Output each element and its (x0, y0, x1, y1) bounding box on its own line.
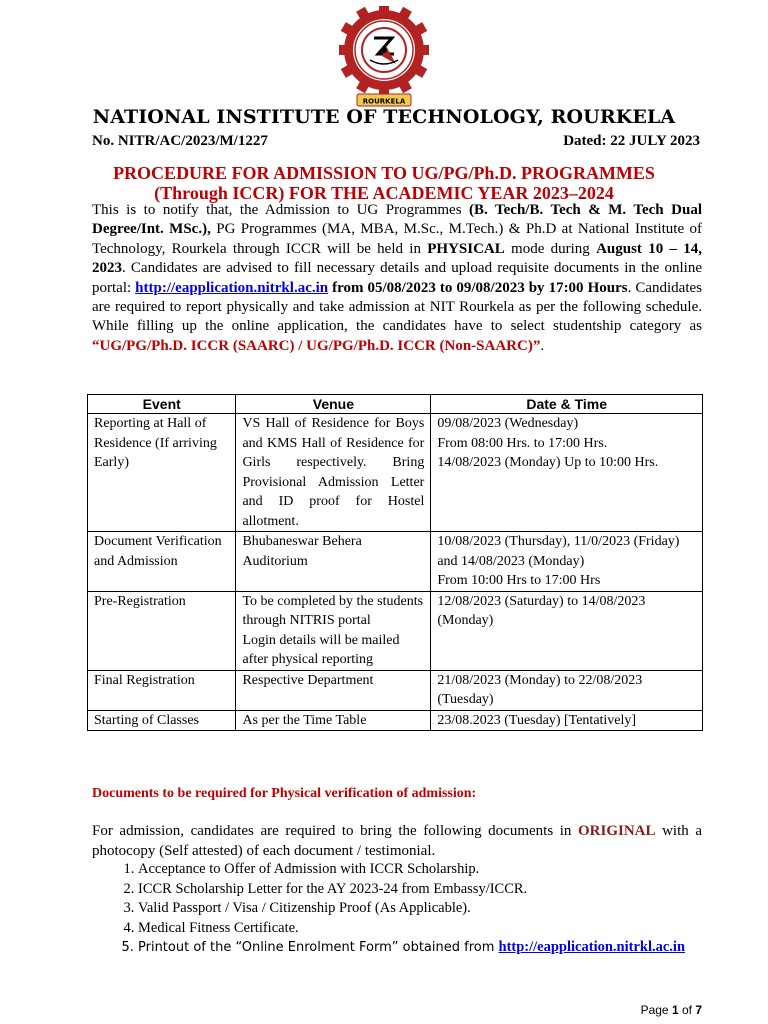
column-header-venue: Venue (236, 395, 431, 414)
list-item: 1. Acceptance to Offer of Admission with ICCR Scholarship. (138, 860, 708, 880)
table-row (88, 710, 703, 731)
event-cell: Starting of Classes (88, 710, 236, 731)
current-page: 1 (671, 1003, 679, 1017)
portal-link[interactable]: http://eapplication.nitrkl.ac.in (135, 279, 329, 296)
column-header-date-time: Date & Time (431, 395, 703, 414)
notice-text: PG Programmes (MA, MBA, M.Sc., M.Tech.) & Ph.D at National Institute of Technology, Rourkela through ICCR will be held in (92, 221, 702, 257)
date-cell (431, 414, 703, 532)
venue-cell: VS Hall of Residence for Boys and KMS Hall of Residence for Girls respectively. Bring Provisional Admission Letter and ID proof for Hostel allotment. (236, 414, 431, 532)
date-line: 10/08/2023 (Thursday), 11/0/2023 (Friday) and 14/08/2023 (Monday) (437, 534, 680, 569)
of-word: of (678, 1003, 696, 1017)
venue-cell: Bhubaneswar Behera Auditorium (236, 532, 431, 592)
date-cell (431, 591, 703, 670)
procedure-heading-line1: PROCEDURE FOR ADMISSION TO UG/PG/Ph.D. PROGRAMMES (113, 163, 655, 183)
date-line: From 08:00 Hrs. to 17:00 Hrs. (437, 435, 608, 451)
list-item-text: Printout of the “Online Enrolment Form” obtained from (138, 940, 499, 955)
notice-text: . Candidates are advised to fill necessary details and upload requisite documents in the online portal: (92, 260, 702, 296)
notice-text: . Candidates are required to report physically and take admission at NIT Rourkela as per the following schedule. While filling up the online application, the candidates have to select studentship category as (92, 279, 703, 335)
schedule-table (87, 394, 703, 731)
documents-list (92, 860, 708, 958)
documents-intro (92, 822, 702, 861)
list-item: 4. Medical Fitness Certificate. (138, 919, 708, 939)
list-item (138, 938, 708, 958)
notice-text: This is to notify that, the Admission to UG Programmes (92, 202, 470, 218)
table-row (88, 670, 703, 710)
date-line: 12/08/2023 (Saturday) to 14/08/2023 (Monday) (437, 593, 646, 628)
procedure-heading (0, 163, 768, 203)
institute-title: NATIONAL INSTITUTE OF TECHNOLOGY, ROURKELA (92, 106, 676, 128)
event-cell: Reporting at Hall of Residence (If arriving Early) (88, 414, 236, 532)
date-line: 21/08/2023 (Monday) to 22/08/2023 (Tuesday) (437, 672, 643, 707)
list-item: 3. Valid Passport / Visa / Citizenship Proof (As Applicable). (138, 899, 708, 919)
event-cell: Pre-Registration (88, 591, 236, 670)
notice-mode: PHYSICAL (427, 240, 505, 257)
procedure-heading-line2: (Through ICCR) FOR THE ACADEMIC YEAR 2023–2024 (154, 183, 614, 203)
documents-intro-text: with a photocopy (Self attested) of each document / testimonial. (92, 823, 702, 859)
documents-intro-text: For admission, candidates are required to bring the following documents in (92, 823, 578, 839)
venue-cell: As per the Time Table (236, 710, 431, 731)
enrolment-form-link[interactable]: http://eapplication.nitrkl.ac.in (498, 939, 686, 955)
logo-base (357, 94, 411, 106)
reference-number: No. NITR/AC/2023/M/1227 (92, 133, 268, 149)
date-line: 23/08.2023 (Tuesday) [Tentatively] (437, 712, 637, 728)
nit-rourkela-logo (339, 6, 429, 110)
notice-dates: August 10 – 14, 2023 (92, 240, 703, 277)
table-header-row (88, 395, 703, 414)
venue-cell (236, 591, 431, 670)
venue-line: To be completed by the students through NITRIS portal (242, 593, 424, 628)
documents-heading: Documents to be required for Physical verification of admission: (92, 786, 477, 801)
event-cell: Final Registration (88, 670, 236, 710)
notice-paragraph (92, 201, 702, 356)
table-row (88, 532, 703, 592)
table-row (88, 414, 703, 532)
notice-text: . (540, 337, 545, 354)
date-line: From 10:00 Hrs to 17:00 Hrs (437, 573, 601, 588)
studentship-category: “UG/PG/Ph.D. ICCR (SAARC) / UG/PG/Ph.D. ICCR (Non-SAARC)” (92, 337, 541, 354)
notice-text: mode during (504, 240, 597, 257)
svg-text:ROURKELA: ROURKELA (362, 97, 406, 106)
total-pages: 7 (695, 1003, 702, 1017)
list-item: 2. ICCR Scholarship Letter for the AY 2023-24 from Embassy/ICCR. (138, 880, 708, 900)
reference-line (92, 133, 700, 150)
venue-cell: Respective Department (236, 670, 431, 710)
date-cell (431, 710, 703, 731)
page-word: Page (640, 1003, 672, 1017)
notice-ug-programmes: (B. Tech/B. Tech & M. Tech Dual Degree/Int. MSc.), (92, 202, 702, 238)
venue-line: Login details will be mailed after physical reporting (242, 632, 400, 667)
date-cell (431, 532, 703, 592)
date-line: 09/08/2023 (Wednesday) (437, 416, 579, 431)
event-cell: Document Verification and Admission (88, 532, 236, 592)
column-header-event: Event (88, 395, 236, 414)
date-line: 14/08/2023 (Monday) Up to 10:00 Hrs. (437, 455, 659, 470)
table-row (88, 591, 703, 670)
original-emphasis: ORIGINAL (578, 823, 656, 839)
page-number (641, 1003, 702, 1017)
date-cell (431, 670, 703, 710)
notice-portal-window: from 05/08/2023 to 09/08/2023 by 17:00 Hours (328, 279, 628, 296)
date-issued: Dated: 22 JULY 2023 (563, 133, 700, 149)
